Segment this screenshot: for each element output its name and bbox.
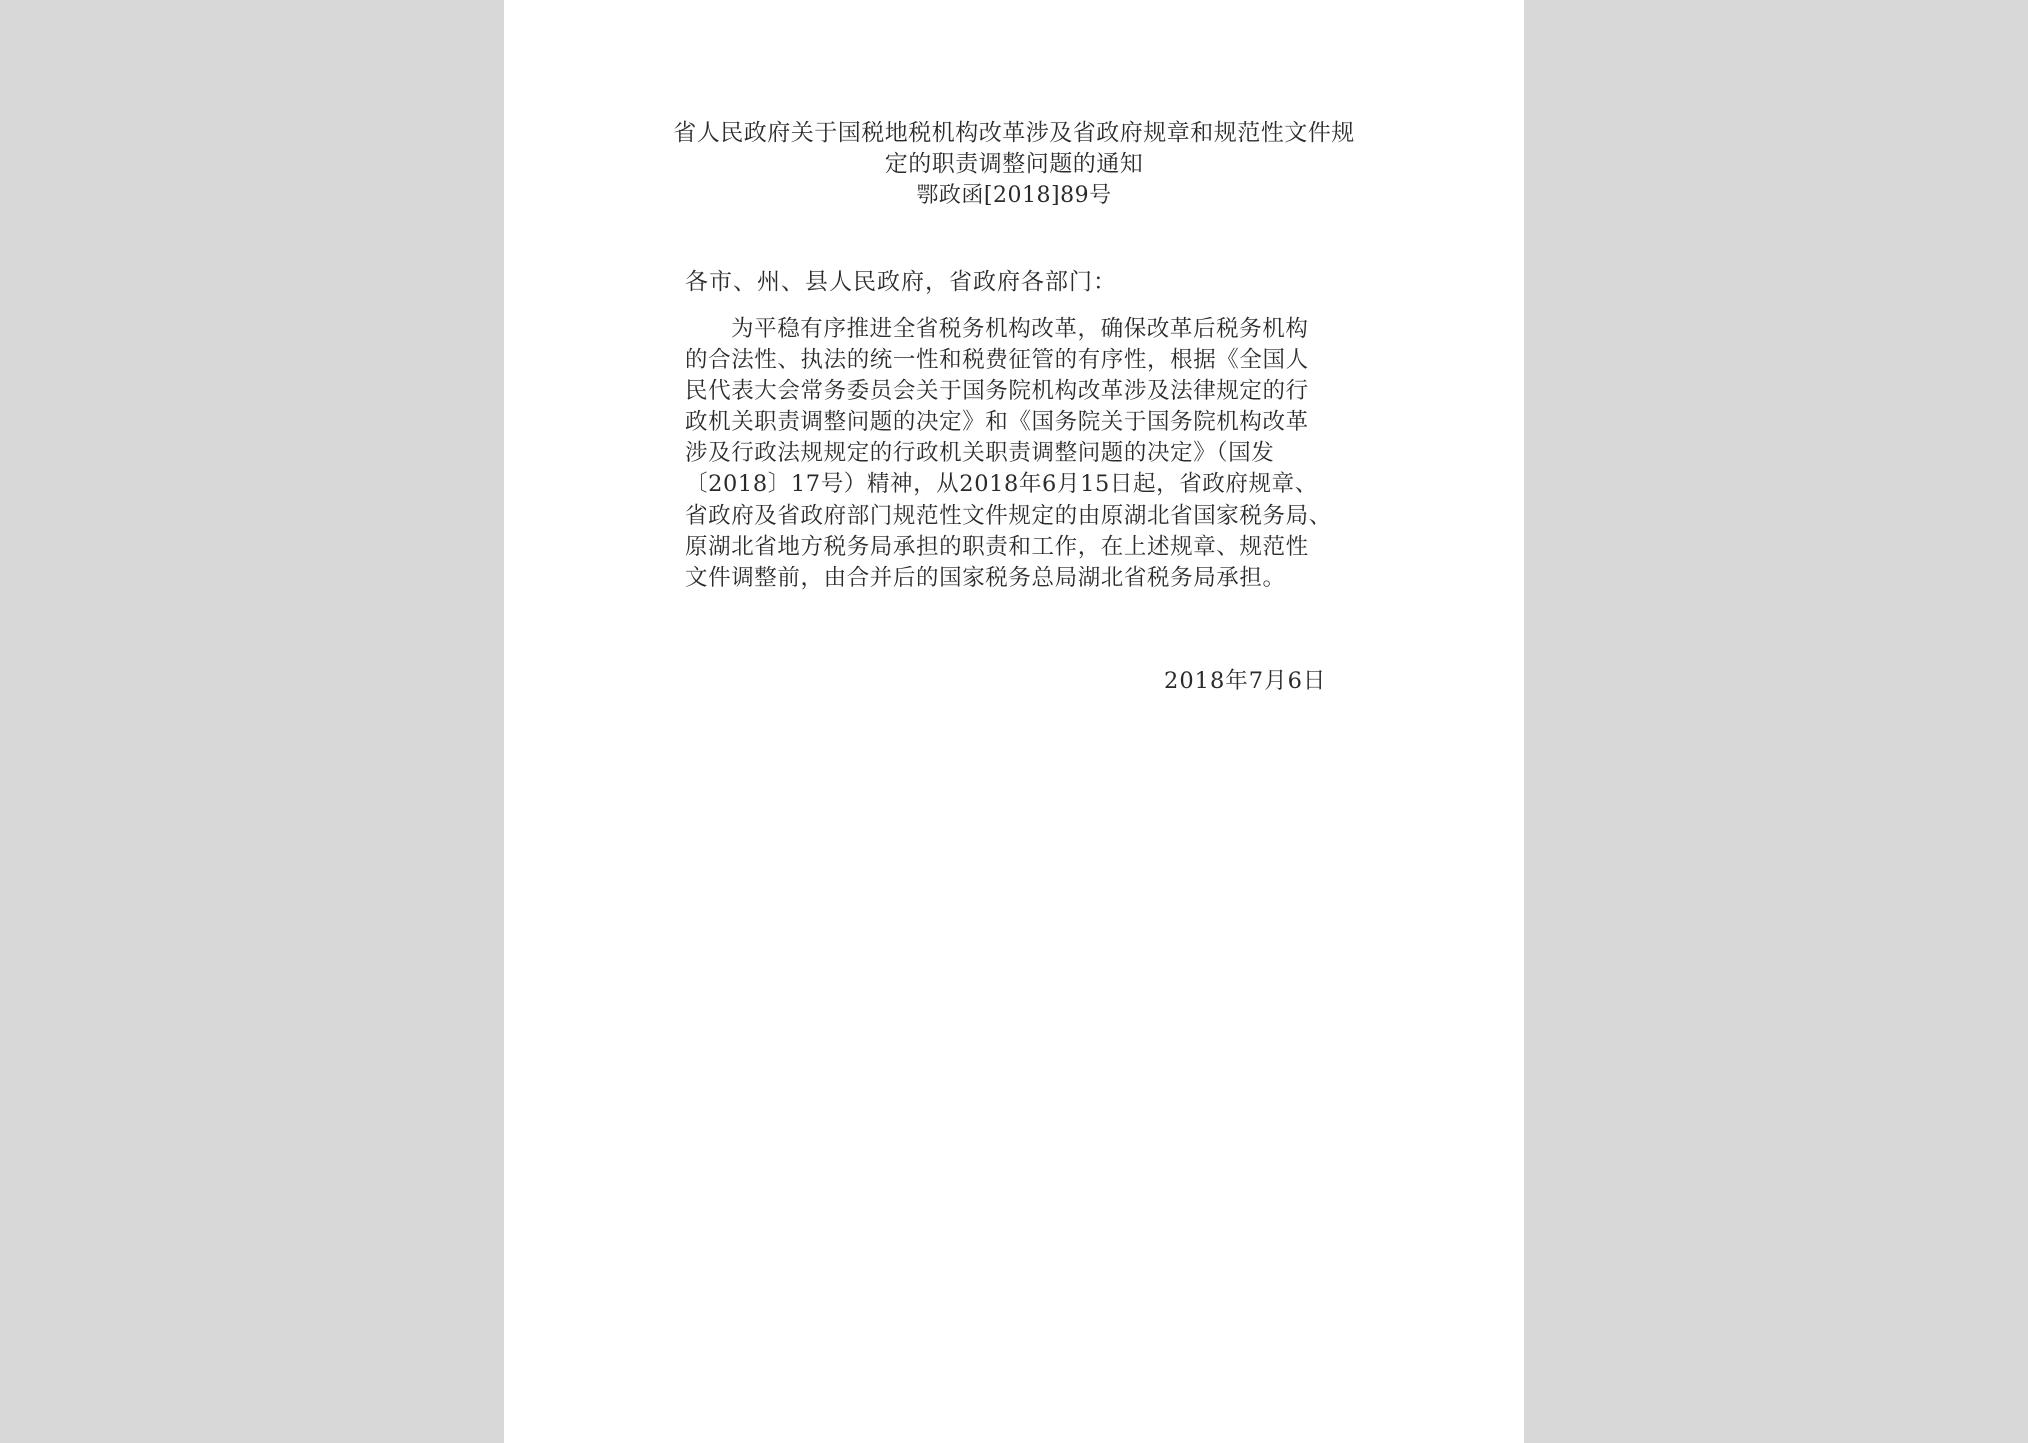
body-line: 政机关职责调整问题的决定》和《国务院关于国务院机构改革: [685, 409, 1309, 436]
body-line: 为平稳有序推进全省税务机构改革，确保改革后税务机构: [731, 316, 1309, 342]
salutation: 各市、州、县人民政府，省政府各部门：: [685, 269, 1117, 295]
document-number: 鄂政函[2018]89号: [916, 183, 1112, 208]
document-title-line-1: 省人民政府关于国税地税机构改革涉及省政府规章和规范性文件规: [673, 120, 1355, 146]
body-line: 的合法性、执法的统一性和税费征管的有序性，根据《全国人: [685, 347, 1309, 374]
document-title-block: [504, 118, 1524, 211]
document-date: 2018年7月6日: [1164, 668, 1327, 694]
body-line: 涉及行政法规规定的行政机关职责调整问题的决定》（国发: [685, 440, 1275, 467]
document-page: [504, 0, 1524, 1443]
body-paragraph: [685, 314, 1357, 594]
body-line: 民代表大会常务委员会关于国务院机构改革涉及法律规定的行: [685, 378, 1309, 405]
document-title-line-2: 定的职责调整问题的通知: [884, 151, 1144, 177]
body-line: 原湖北省地方税务局承担的职责和工作，在上述规章、规范性: [685, 533, 1309, 560]
body-line: 省政府及省政府部门规范性文件规定的由原湖北省国家税务局、: [685, 502, 1332, 529]
body-line: 〔2018〕17号）精神，从2018年6月15日起，省政府规章、: [685, 471, 1318, 498]
body-line: 文件调整前，由合并后的国家税务总局湖北省税务局承担。: [685, 564, 1286, 591]
